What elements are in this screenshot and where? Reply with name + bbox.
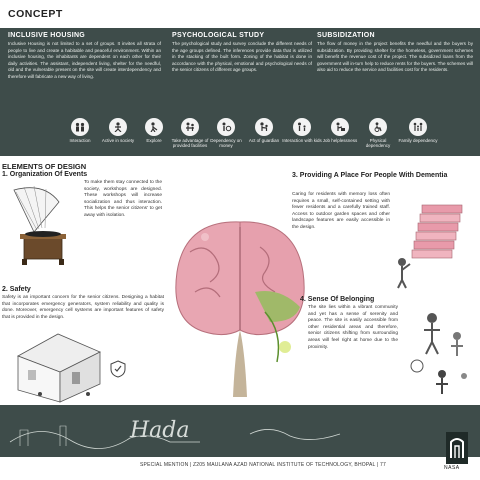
section-2-heading: 2. Safety: [2, 286, 31, 293]
section-1-heading: 1. Organization Of Events: [2, 171, 88, 178]
psychological-study-column: [172, 32, 312, 74]
guardian-icon: [258, 122, 270, 132]
money-icon: [220, 122, 232, 132]
icon-explore: [134, 118, 174, 143]
active-icon: [112, 122, 124, 132]
section-2-text: Safety is an important concern for the senior citizens. Designing a habitat that incorporates emergency generators, system reliability and quality is done. Moreover, emergency cell systems are important features of safety that is provided in the design.: [2, 295, 164, 320]
icon-family: [398, 118, 438, 143]
icon-money: [206, 118, 246, 148]
inclusive-housing-heading: INCLUSIVE HOUSING: [8, 32, 86, 39]
icon-label: Interaction with kids: [282, 138, 322, 143]
icon-job: [320, 118, 360, 143]
icon-label: Family dependency: [398, 138, 438, 143]
community-illustration: [402, 306, 476, 404]
kids-icon: [296, 122, 308, 132]
icon-label: Active in society: [101, 138, 135, 143]
icon-physical: [358, 118, 398, 148]
page-title: CONCEPT: [8, 8, 63, 20]
icon-label: Take advantage of provided facilities: [171, 138, 209, 148]
icon-facilities: [170, 118, 210, 148]
elements-title: ELEMENTS OF DESIGN: [2, 162, 87, 171]
icon-label: Dependency on money: [210, 138, 242, 148]
concept-icon-row: [60, 118, 475, 158]
gramophone-illustration: [4, 182, 84, 272]
nasa-label: NASA: [444, 465, 460, 471]
books-illustration: [392, 200, 474, 290]
psychological-study-heading: PSYCHOLOGICAL STUDY: [172, 32, 265, 39]
house-illustration: [8, 326, 108, 404]
icon-label: Interaction: [69, 138, 91, 143]
footer-line-art: [0, 412, 440, 452]
shield-icon: [110, 360, 126, 378]
job-icon: [334, 122, 346, 132]
signature-graphic: Hada: [130, 418, 190, 443]
section-1-text: To make them stay connected to the society, workshops are designed. These workshops will increase socialization and thus interaction. This helps the senior citizens' to get away with isolation.: [84, 180, 162, 218]
icon-interaction: [60, 118, 100, 143]
people-icon: [74, 122, 86, 132]
explore-icon: [148, 122, 160, 132]
section-3-heading: 3. Providing A Place For People With Dementia: [292, 172, 448, 179]
psychological-study-text: The psychological study and survey conclude the different needs of the age groups defined. The inferences provide data that is utilized in the stacking of the built form. Zoning of the habitat is done in accordance with the physical, emotional and psychological needs of the senior citizens of different age groups.: [172, 41, 312, 73]
inclusive-housing-text: Inclusive Housing is not limited to a set of groups. It invites all strata of people to live and create a habitable and peaceful environment. Within an inclusive housing, the inhabitants are dependent on each other for their daily activities. The assistant, independent living, shelter for the needful, old and the vulnerable present on the site will create interdependency and therefore will fabricate a new way of living.: [8, 41, 161, 79]
wheelchair-icon: [372, 122, 384, 132]
family-icon: [412, 122, 424, 132]
subsidization-text: The flow of money in the project benefits the needful and the buyers by subsidization. By providing shelter for the homeless, government schemes will benefit the revenue cost of the project. The subsidized loans from the government will in-turn help to reduce rents for the buyers. The schemes will also aid to reduce the service and facilities cost for the residents.: [317, 41, 473, 73]
icon-label: Job helplessness: [322, 138, 358, 143]
facility-icon: [184, 122, 196, 132]
inclusive-housing-column: [8, 32, 161, 81]
subsidization-heading: SUBSIDIZATION: [317, 32, 375, 39]
icon-label: Explore: [146, 138, 162, 143]
section-3-text: Caring for residents with memory loss often requires a small, self-contained setting with fewer residents and a carefully trained staff. Access to outdoor garden spaces and other landscape features are easily accessible in the design.: [292, 192, 390, 230]
nasa-logo-icon: [446, 432, 468, 464]
icon-kids: [282, 118, 322, 143]
section-4-heading: 4. Sense Of Belonging: [300, 296, 375, 303]
icon-label: Act of guardian: [248, 138, 280, 143]
section-4-text: The site lies within a vibrant community and yet has a sense of serenity and peace. The site is easily accessible from other residential areas and therefore, senior citizens shifting from surrounding areas will feel right at home due to the proximity.: [308, 305, 398, 350]
icon-active: [98, 118, 138, 143]
brain-illustration: [165, 212, 315, 402]
icon-label: Physical dependency: [365, 138, 391, 148]
footer-text: SPECIAL MENTION | Z205 MAULANA AZAD NATIONAL INSTITUTE OF TECHNOLOGY, BHOPAL | 77: [140, 462, 386, 468]
subsidization-column: [317, 32, 473, 74]
icon-guardian: [244, 118, 284, 143]
